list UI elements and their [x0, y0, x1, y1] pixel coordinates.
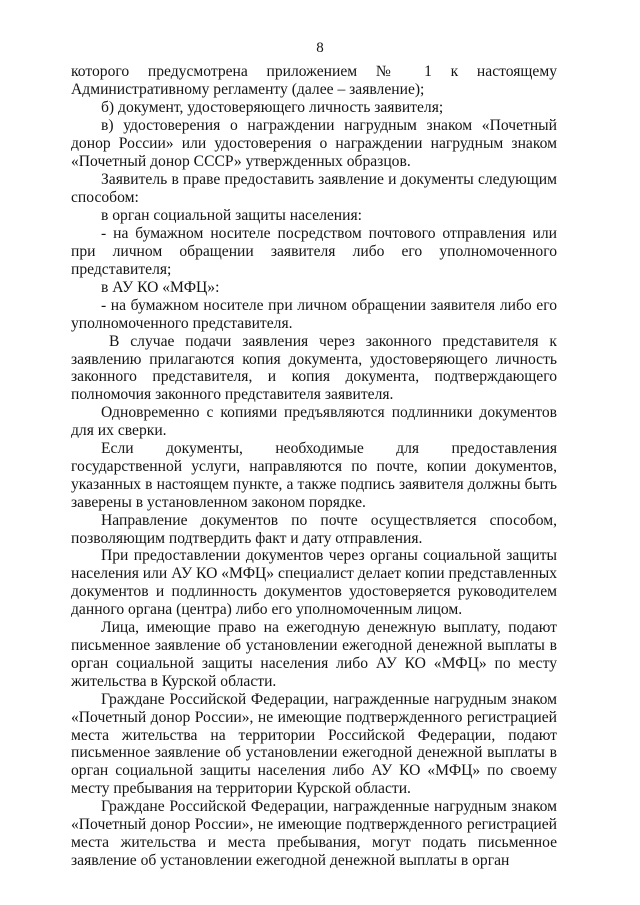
paragraph-citizens-no-residence: Граждане Российской Федерации, награжденные нагрудным знаком «Почетный донор России», не имеющие подтвержденного регистрацией места жительства и места пребывания, могут подать письменное заявление об установлении ежегодной денежной выплаты в орган — [71, 798, 557, 869]
paragraph-postal-certification: Если документы, необходимые для предоставления государственной услуги, направляются по почте, копии документов, указанных в настоящем пункте, а также подпись заявителя должны быть заверены в установленном законом порядке. — [71, 440, 557, 511]
page-number: 8 — [316, 40, 324, 56]
paragraph-paper-post: - на бумажном носителе посредством почтового отправления или при личном обращении заявителя либо его уполномоченного представителя; — [71, 225, 557, 278]
paragraph-mfc-heading: в АУ КО «МФЦ»: — [101, 278, 220, 296]
paragraph-social-protection-heading: в орган социальной защиты населения: — [101, 207, 362, 225]
paragraph-item-b: б) документ, удостоверяющего личность заявителя; — [101, 98, 444, 116]
paragraph-originals: Одновременно с копиями предъявляются подлинники документов для их сверки. — [71, 404, 557, 440]
paragraph-copies: При предоставлении документов через органы социальной защиты населения или АУ КО «МФЦ» специалист делает копии представленных документов и подлинность документов удостоверяется руководителем данного органа (центра) либо его уполномоченным лицом. — [71, 547, 557, 619]
paragraph-citizens-stay: Граждане Российской Федерации, награжденные нагрудным знаком «Почетный донор России», не имеющие подтвержденного регистрацией места жительства на территории Российской Федерации, подают письменное заявление об установлении ежегодной денежной выплаты в орган социальной защиты населения либо АУ КО «МФЦ» по своему месту пребывания на территории Курской области. — [71, 690, 557, 798]
paragraph-paper-mfc: - на бумажном носителе при личном обращении заявителя либо его уполномоченного представителя. — [71, 296, 557, 332]
paragraph-postal-method: Направление документов по почте осуществляется способом, позволяющим подтвердить факт и дату отправления. — [71, 511, 557, 547]
paragraph-eligible-persons: Лица, имеющие право на ежегодную денежную выплату, подают письменное заявление об установлении ежегодной денежной выплаты в орган социальной защиты населения либо АУ КО «МФЦ» по месту жительства в Курской области. — [71, 619, 557, 690]
document-body — [71, 63, 557, 870]
paragraph-item-v: в) удостоверения о награждении нагрудным знаком «Почетный донор России» или удостоверения о награждении нагрудным знаком «Почетный донор СССР» утвержденных образцов. — [71, 116, 557, 170]
paragraph-submission-methods: Заявитель в праве предоставить заявление и документы следующим способом: — [71, 171, 557, 207]
paragraph-legal-representative: В случае подачи заявления через законного представителя к заявлению прилагаются копия документа, удостоверяющего личность законного представителя, и копия документа, подтверждающего полномочия законного представителя заявителя. — [71, 332, 557, 404]
paragraph-form-reference: которого предусмотрена приложением № 1 к настоящему Административному регламенту (далее – заявление); — [71, 63, 557, 98]
